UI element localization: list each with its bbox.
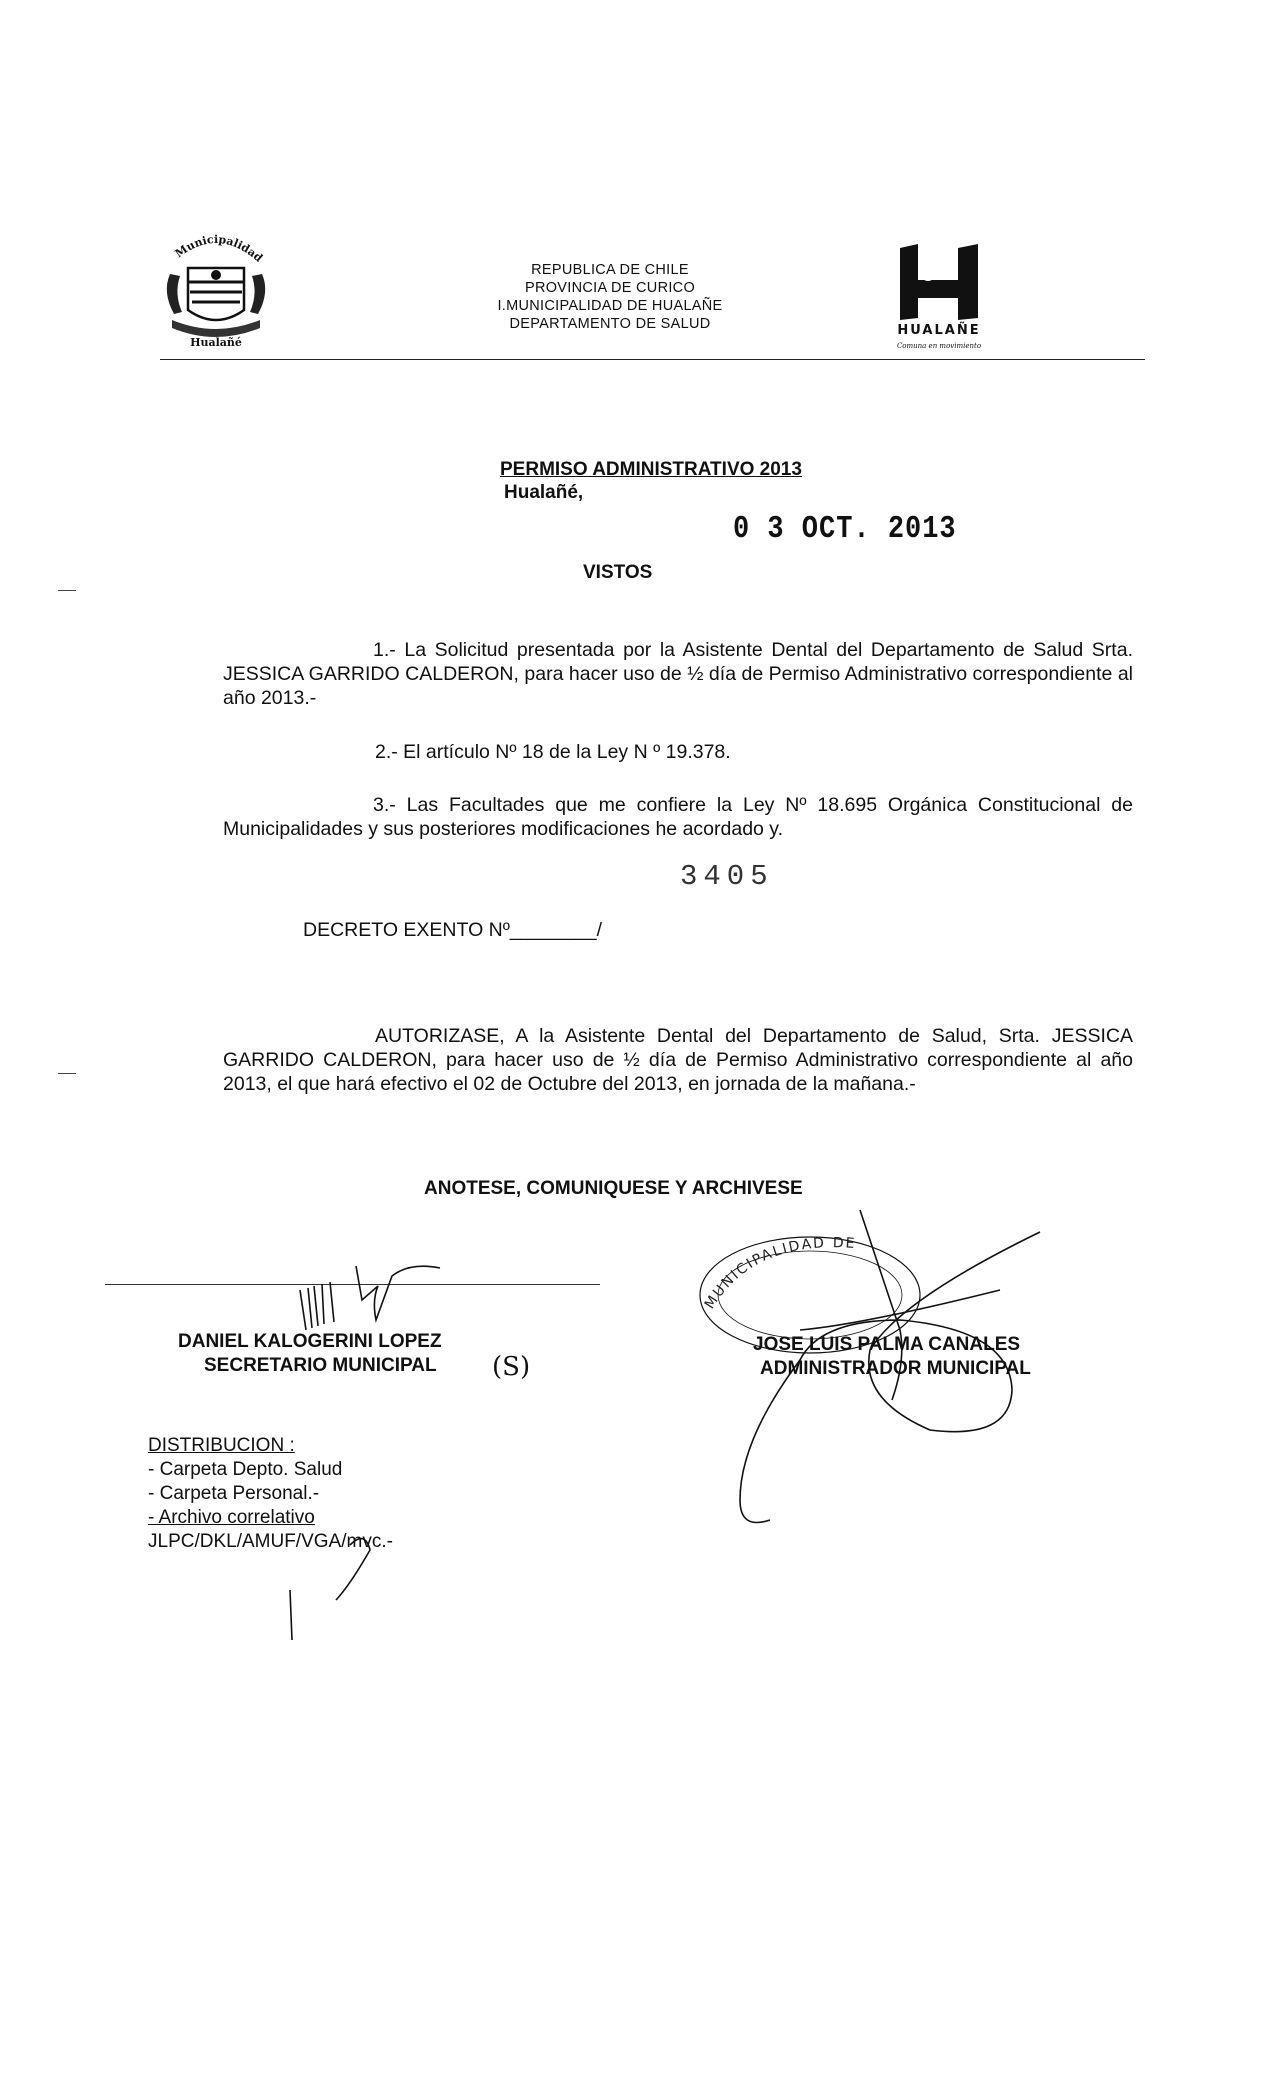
- signatory-name: JOSE LUIS PALMA CANALES: [753, 1334, 1021, 1355]
- authorization-paragraph: AUTORIZASE, A la Asistente Dental del Departamento de Salud, Srta. JESSICA GARRIDO CALDERON, para hacer uso de ½ día de Permiso Administrativo correspondiente al año 2013, el que hará efectivo el 02 de Octubre del 2013, en jornada de la mañana.-: [223, 1025, 1133, 1095]
- paragraph-2: 2.- El artículo Nº 18 de la Ley N º 19.378.: [375, 741, 731, 763]
- signature-mark: (S): [492, 1352, 531, 1382]
- header-line-department: DEPARTAMENTO DE SALUD: [509, 316, 711, 332]
- header-line-municipality: I.MUNICIPALIDAD DE HUALAÑE: [497, 298, 723, 314]
- signature-block-secretary: [178, 1330, 442, 1378]
- vistos-heading: VISTOS: [583, 562, 653, 583]
- closing-formula: ANOTESE, COMUNIQUESE Y ARCHIVESE: [424, 1178, 803, 1199]
- signatory-role: SECRETARIO MUNICIPAL: [204, 1355, 437, 1376]
- coat-base-text: Hualañé: [190, 336, 242, 349]
- distribution-item: - Archivo correlativo: [148, 1507, 315, 1528]
- hualane-logo-tagline: Comuna en movimiento: [896, 342, 982, 350]
- signature-block-administrator: [753, 1333, 1031, 1381]
- header-divider: [160, 359, 1145, 360]
- margin-mark: [58, 590, 76, 591]
- hualane-logo-name: HUALAÑE: [897, 323, 981, 338]
- header-line-republic: REPUBLICA DE CHILE: [531, 262, 689, 278]
- paragraph-1: 1.- La Solicitud presentada por la Asistente Dental del Departamento de Salud Srta. JESSICA GARRIDO CALDERON, para hacer uso de ½ día de Permiso Administrativo correspondiente al año 2013.-: [223, 639, 1133, 709]
- date-stamp: 0 3 OCT. 2013: [733, 512, 957, 548]
- signature-line: [105, 1284, 600, 1285]
- margin-mark: [58, 1073, 76, 1074]
- svg-text:Municipalidad: [173, 233, 266, 265]
- coat-arch-text: Municipalidad: [172, 232, 266, 265]
- distribution-initials: JLPC/DKL/AMUF/VGA/mvc.-: [148, 1531, 393, 1552]
- municipal-coat-of-arms-icon: [160, 222, 272, 350]
- distribution-item: - Carpeta Personal.-: [148, 1483, 320, 1504]
- place-line: Hualañé,: [504, 482, 584, 503]
- distribution-block: [148, 1434, 393, 1554]
- distribution-heading: DISTRIBUCION :: [148, 1435, 295, 1456]
- distribution-item: - Carpeta Depto. Salud: [148, 1459, 343, 1480]
- document-title: PERMISO ADMINISTRATIVO 2013: [500, 459, 802, 480]
- signatory-role: ADMINISTRADOR MUNICIPAL: [760, 1358, 1031, 1379]
- header-line-province: PROVINCIA DE CURICO: [524, 280, 696, 296]
- institution-header: [420, 261, 800, 333]
- decree-line: DECRETO EXENTO Nº________/: [303, 919, 603, 941]
- hualane-h-logo-icon: [880, 240, 998, 352]
- svg-text:MUNICIPALIDAD DE: [702, 1235, 857, 1312]
- paragraph-3: 3.- Las Facultades que me confiere la Ley Nº 18.695 Orgánica Constitucional de Municipalidades y sus posteriores modificaciones he acordado y.: [223, 794, 1133, 840]
- seal-text: MUNICIPALIDAD DE: [701, 1235, 857, 1312]
- signatory-name: DANIEL KALOGERINI LOPEZ: [178, 1331, 442, 1352]
- decree-number-stamp: 3405: [680, 860, 774, 893]
